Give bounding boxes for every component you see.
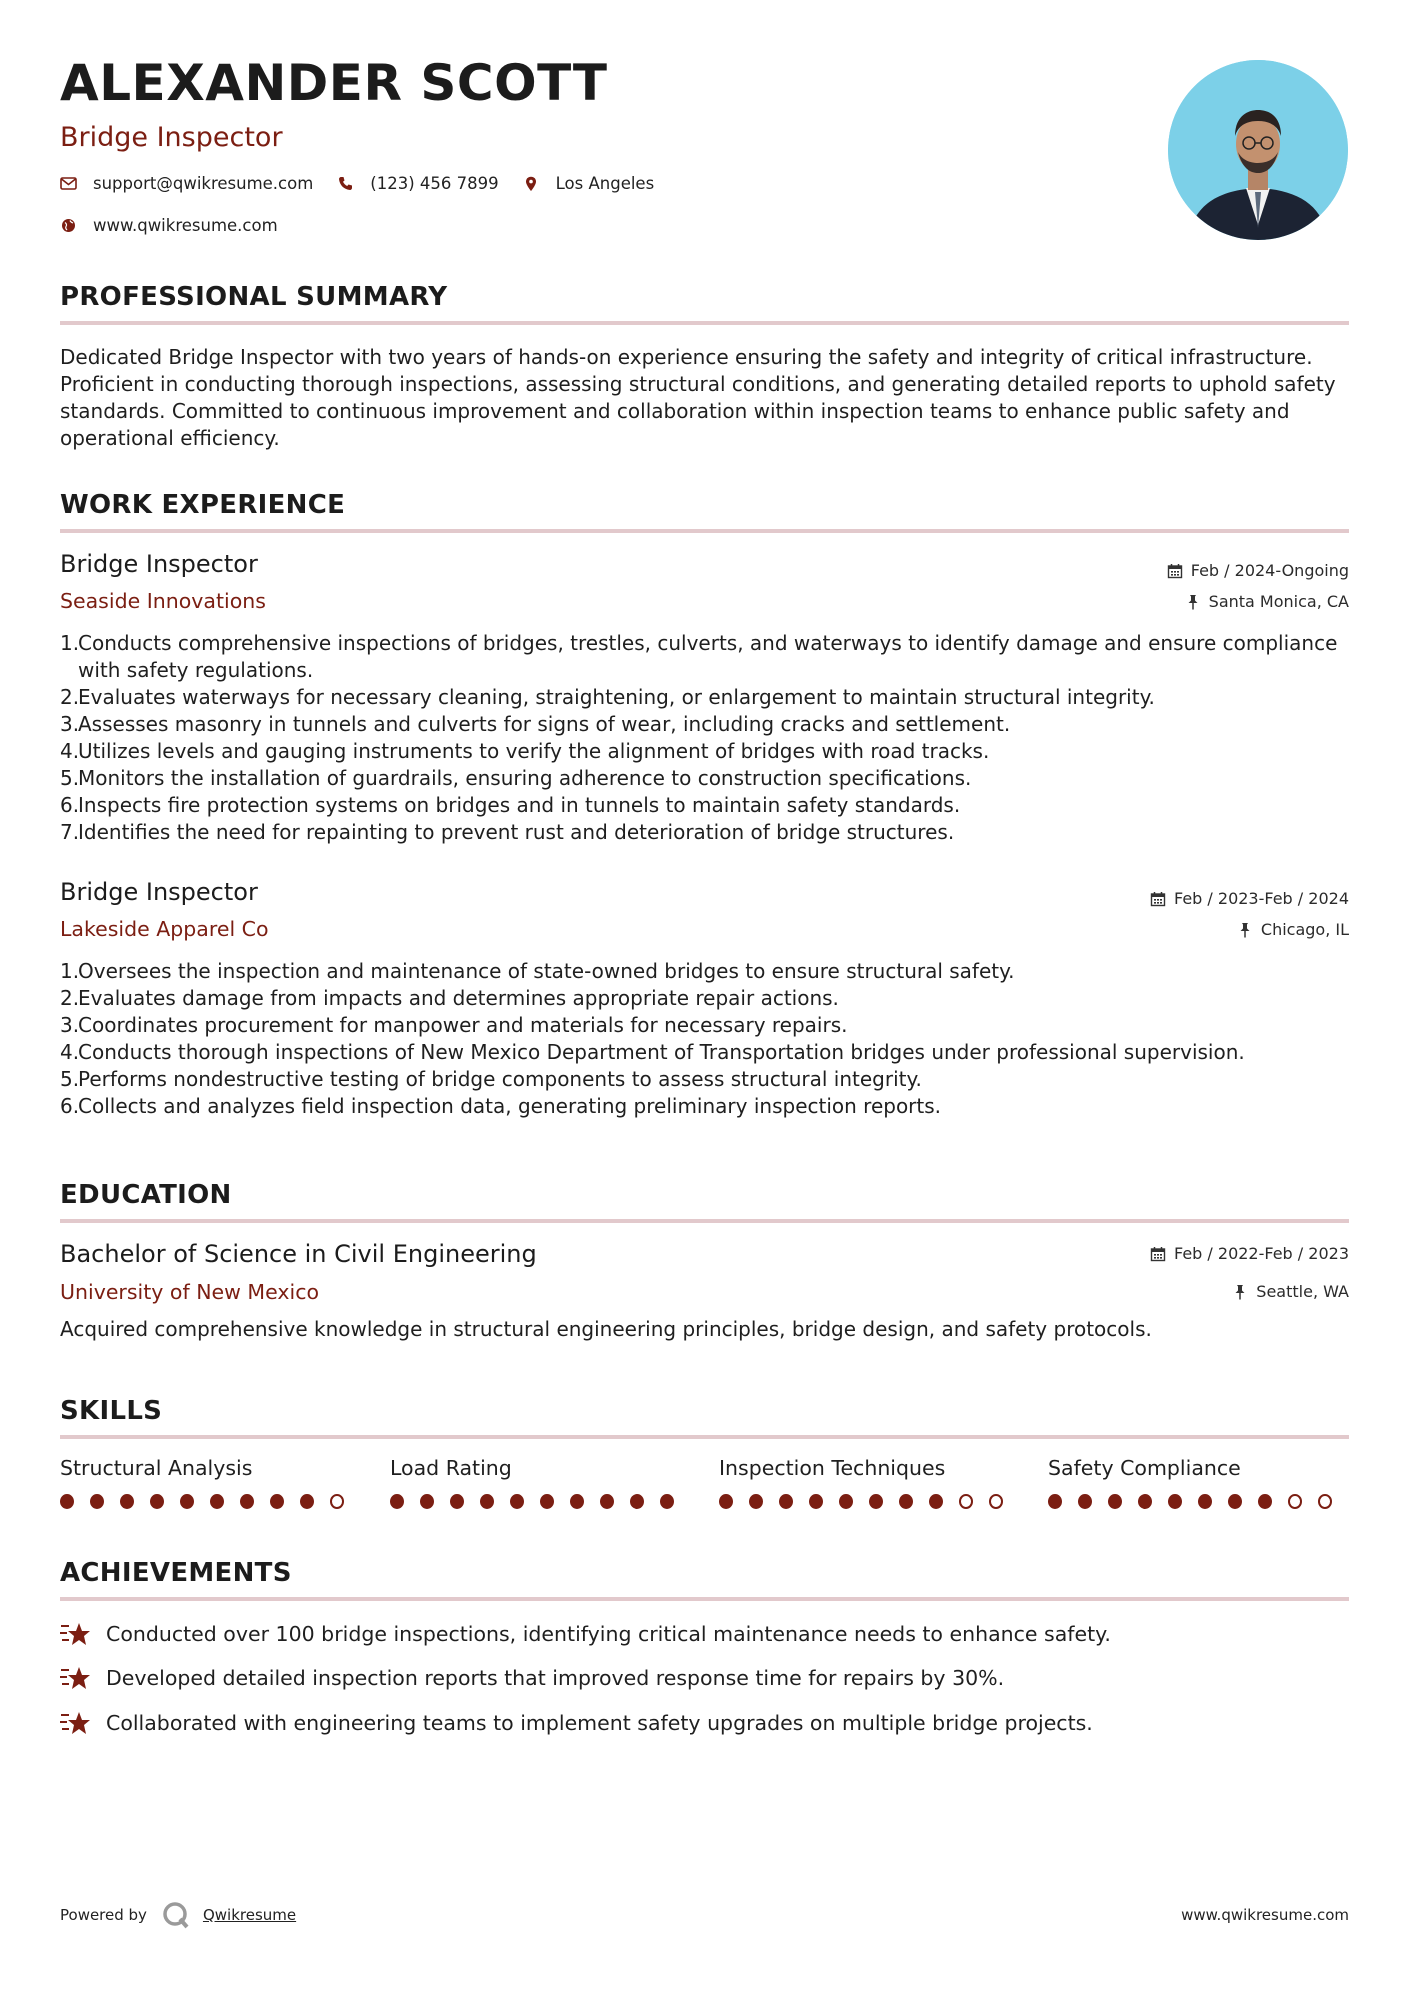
section-title-skills: SKILLS bbox=[60, 1396, 163, 1426]
star-achievement-icon bbox=[60, 1620, 92, 1648]
envelope-icon bbox=[60, 175, 77, 192]
list-item: 4. Conducts thorough inspections of New Mexico Department of Transportation bridges under professional supervision. bbox=[60, 1040, 1245, 1064]
skill-item bbox=[1048, 1456, 1348, 1509]
powered-by-label: Powered by bbox=[60, 1906, 147, 1924]
skill-dot-filled bbox=[120, 1494, 134, 1509]
skill-dot-filled bbox=[480, 1494, 494, 1509]
skill-dot-filled bbox=[809, 1494, 823, 1509]
calendar-icon bbox=[1150, 1246, 1166, 1262]
list-item: 7. Identifies the need for repainting to prevent rust and deterioration of bridge structures. bbox=[60, 820, 955, 844]
section-title-achievements: ACHIEVEMENTS bbox=[60, 1558, 292, 1588]
contact-phone[interactable] bbox=[337, 174, 498, 193]
candidate-name: ALEXANDER SCOTT bbox=[60, 54, 608, 112]
section-divider bbox=[60, 1597, 1349, 1601]
skill-dot-filled bbox=[240, 1494, 254, 1509]
skill-dot-filled bbox=[899, 1494, 913, 1509]
profile-photo bbox=[1168, 60, 1348, 240]
skill-dot-filled bbox=[1168, 1494, 1182, 1509]
skill-dot-filled bbox=[660, 1494, 674, 1509]
skill-dot-filled bbox=[1228, 1494, 1242, 1509]
job-dates bbox=[1167, 561, 1349, 580]
skill-dot-filled bbox=[1198, 1494, 1212, 1509]
skill-dot-filled bbox=[1078, 1494, 1092, 1509]
skill-dot-filled bbox=[600, 1494, 614, 1509]
contact-location bbox=[523, 174, 655, 193]
skill-dot-filled bbox=[1048, 1494, 1062, 1509]
job-location-text: Chicago, IL bbox=[1260, 920, 1349, 939]
section-title-experience: WORK EXPERIENCE bbox=[60, 490, 346, 520]
skill-dot-filled bbox=[630, 1494, 644, 1509]
education-dates bbox=[1150, 1244, 1349, 1263]
skill-rating bbox=[719, 1494, 1019, 1509]
skill-dot-filled bbox=[540, 1494, 554, 1509]
skill-name: Structural Analysis bbox=[60, 1456, 253, 1480]
candidate-role: Bridge Inspector bbox=[60, 122, 283, 153]
job-dates bbox=[1150, 889, 1349, 908]
list-item: 1. Oversees the inspection and maintenance of state-owned bridges to ensure structural safety. bbox=[60, 959, 1015, 983]
skill-dot-filled bbox=[150, 1494, 164, 1509]
section-title-education: EDUCATION bbox=[60, 1180, 232, 1210]
education-location-text: Seattle, WA bbox=[1256, 1282, 1349, 1301]
summary-text: Dedicated Bridge Inspector with two years of hands-on experience ensuring the safety and integrity of critical infrastructure. Proficient in conducting thorough inspections, assessing structural conditions, and generating detailed reports to uphold safety standards. Committed to continuous improvement and collaboration within inspection teams to enhance public safety and operational efficiency. bbox=[60, 345, 1336, 450]
skill-dot-filled bbox=[1258, 1494, 1272, 1509]
phone-icon bbox=[337, 175, 354, 192]
map-pin-icon bbox=[523, 175, 540, 192]
education-location bbox=[1232, 1282, 1349, 1301]
qwikresume-logo-icon bbox=[161, 1900, 191, 1930]
skill-dot-empty bbox=[1318, 1494, 1332, 1509]
list-item: 6. Inspects fire protection systems on bridges and in tunnels to maintain safety standards. bbox=[60, 793, 961, 817]
list-item: 3. Assesses masonry in tunnels and culverts for signs of wear, including cracks and settlement. bbox=[60, 712, 1011, 736]
job-title: Bridge Inspector bbox=[60, 550, 258, 578]
skill-dot-filled bbox=[1138, 1494, 1152, 1509]
pushpin-icon bbox=[1232, 1284, 1248, 1300]
job-company: Lakeside Apparel Co bbox=[60, 917, 269, 941]
skill-dot-filled bbox=[779, 1494, 793, 1509]
education-degree: Bachelor of Science in Civil Engineering bbox=[60, 1240, 537, 1268]
calendar-icon bbox=[1167, 563, 1183, 579]
skill-dot-filled bbox=[390, 1494, 404, 1509]
skill-dot-filled bbox=[749, 1494, 763, 1509]
achievement-text: Developed detailed inspection reports that improved response time for repairs by 30%. bbox=[106, 1666, 1005, 1690]
star-achievement-icon bbox=[60, 1709, 92, 1737]
skill-dot-filled bbox=[719, 1494, 733, 1509]
skill-name: Load Rating bbox=[390, 1456, 512, 1480]
skill-name: Safety Compliance bbox=[1048, 1456, 1241, 1480]
list-item: 2. Evaluates damage from impacts and determines appropriate repair actions. bbox=[60, 986, 839, 1010]
skill-dot-empty bbox=[330, 1494, 344, 1509]
skill-dot-filled bbox=[90, 1494, 104, 1509]
list-item: 5. Monitors the installation of guardrails, ensuring adherence to construction specifications. bbox=[60, 766, 972, 790]
skill-dot-filled bbox=[929, 1494, 943, 1509]
job-responsibilities-list bbox=[60, 958, 1350, 1120]
skill-item bbox=[60, 1456, 360, 1509]
achievement-item bbox=[60, 1709, 1093, 1737]
list-item: 5. Performs nondestructive testing of bridge components to assess structural integrity. bbox=[60, 1067, 922, 1091]
job-location bbox=[1185, 592, 1349, 611]
skill-dot-filled bbox=[869, 1494, 883, 1509]
contact-row-2 bbox=[60, 216, 302, 235]
section-title-summary: PROFESSIONAL SUMMARY bbox=[60, 282, 448, 312]
education-dates-text: Feb / 2022-Feb / 2023 bbox=[1174, 1244, 1349, 1263]
skill-rating bbox=[390, 1494, 690, 1509]
skill-item bbox=[390, 1456, 690, 1509]
section-divider bbox=[60, 1435, 1349, 1439]
achievement-text: Collaborated with engineering teams to implement safety upgrades on multiple bridge projects. bbox=[106, 1711, 1093, 1735]
job-title: Bridge Inspector bbox=[60, 878, 258, 906]
skill-name: Inspection Techniques bbox=[719, 1456, 946, 1480]
section-divider bbox=[60, 1219, 1349, 1223]
skill-rating bbox=[60, 1494, 360, 1509]
list-item: 3. Coordinates procurement for manpower and materials for necessary repairs. bbox=[60, 1013, 848, 1037]
footer-powered-by bbox=[60, 1900, 296, 1930]
skill-dot-filled bbox=[450, 1494, 464, 1509]
skill-dot-empty bbox=[989, 1494, 1003, 1509]
skill-dot-filled bbox=[510, 1494, 524, 1509]
education-school: University of New Mexico bbox=[60, 1280, 320, 1304]
job-dates-text: Feb / 2023-Feb / 2024 bbox=[1174, 889, 1349, 908]
skill-dot-filled bbox=[270, 1494, 284, 1509]
job-responsibilities-list bbox=[60, 630, 1350, 846]
job-dates-text: Feb / 2024-Ongoing bbox=[1190, 561, 1349, 580]
skill-dot-filled bbox=[210, 1494, 224, 1509]
footer-website[interactable]: www.qwikresume.com bbox=[1181, 1906, 1349, 1924]
section-divider bbox=[60, 529, 1349, 533]
contact-website[interactable] bbox=[60, 216, 278, 235]
skill-dot-empty bbox=[1288, 1494, 1302, 1509]
job-location-text: Santa Monica, CA bbox=[1208, 592, 1349, 611]
job-company: Seaside Innovations bbox=[60, 589, 266, 613]
pushpin-icon bbox=[1185, 594, 1201, 610]
achievement-text: Conducted over 100 bridge inspections, identifying critical maintenance needs to enhance safety. bbox=[106, 1622, 1111, 1646]
skill-dot-filled bbox=[1108, 1494, 1122, 1509]
star-achievement-icon bbox=[60, 1664, 92, 1692]
skill-dot-filled bbox=[570, 1494, 584, 1509]
job-location bbox=[1237, 920, 1349, 939]
email-text: support@qwikresume.com bbox=[93, 174, 314, 193]
pushpin-icon bbox=[1237, 922, 1253, 938]
list-item: 2. Evaluates waterways for necessary cleaning, straightening, or enlargement to maintain structural integrity. bbox=[60, 685, 1155, 709]
achievement-item bbox=[60, 1664, 1004, 1692]
skill-dot-filled bbox=[180, 1494, 194, 1509]
calendar-icon bbox=[1150, 891, 1166, 907]
qwikresume-link[interactable]: Qwikresume bbox=[202, 1906, 297, 1924]
location-text: Los Angeles bbox=[555, 174, 655, 193]
contact-row-1 bbox=[60, 174, 678, 193]
skill-item bbox=[719, 1456, 1019, 1509]
phone-text: (123) 456 7899 bbox=[370, 174, 499, 193]
skill-dot-filled bbox=[300, 1494, 314, 1509]
education-description: Acquired comprehensive knowledge in structural engineering principles, bridge design, and safety protocols. bbox=[60, 1317, 1152, 1341]
list-item: 1. Conducts comprehensive inspections of bridges, trestles, culverts, and waterways to identify damage and ensure compliance with safety regulations. bbox=[60, 631, 1338, 682]
list-item: 6. Collects and analyzes field inspection data, generating preliminary inspection reports. bbox=[60, 1094, 942, 1118]
skill-dot-filled bbox=[60, 1494, 74, 1509]
skill-dot-filled bbox=[420, 1494, 434, 1509]
website-text: www.qwikresume.com bbox=[93, 216, 278, 235]
globe-icon bbox=[60, 217, 77, 234]
list-item: 4. Utilizes levels and gauging instruments to verify the alignment of bridges with road tracks. bbox=[60, 739, 990, 763]
skill-rating bbox=[1048, 1494, 1348, 1509]
skill-dot-filled bbox=[839, 1494, 853, 1509]
achievement-item bbox=[60, 1620, 1111, 1648]
contact-email[interactable] bbox=[60, 174, 313, 193]
section-divider bbox=[60, 321, 1349, 325]
skill-dot-empty bbox=[959, 1494, 973, 1509]
